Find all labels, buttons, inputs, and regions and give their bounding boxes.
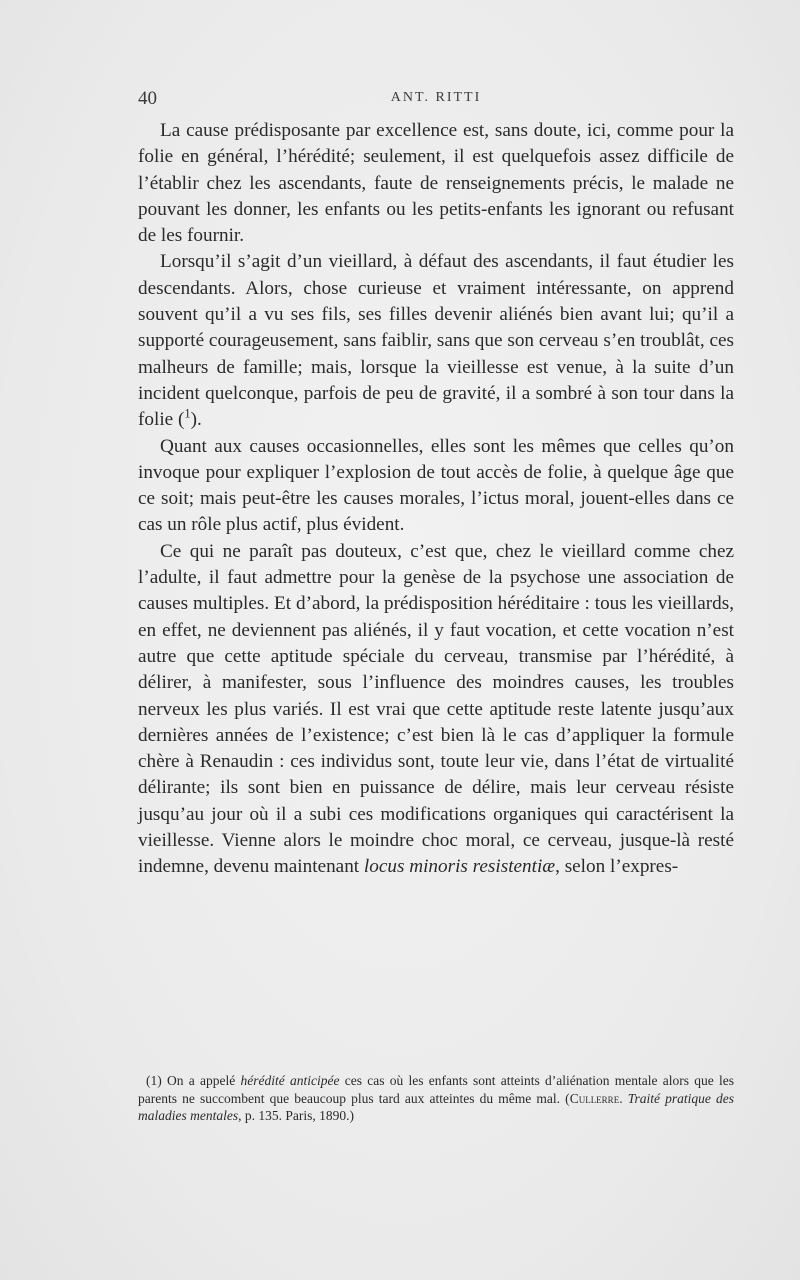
- paragraph-text: Lorsqu’il s’agit d’un vieillard, à défaut des ascendants, il faut étudier les descendants. Alors, chose curieuse et vraiment intéressante, on apprend souvent qu’il a vu ses fils, ses filles devenir aliénés bien avant lui; qu’il a supporté courageusement, sans faiblir, sans que son cerveau s’en troublât, ces malheurs de famille; mais, lorsque la vieillesse est venue, à la suite d’un incident quelconque, parfois de peu de gravité, il a sombré à son tour dans la folie (: [138, 251, 734, 431]
- footnote: [138, 1072, 734, 1125]
- footnote-marker: (1): [146, 1073, 162, 1088]
- footnote-reference[interactable]: 1: [184, 406, 191, 421]
- paragraph: [138, 434, 734, 539]
- paragraph-text-end: ).: [190, 409, 202, 431]
- paragraph-text-end: , selon l’expres-: [555, 856, 679, 878]
- footnote-text: , p. 135. Paris, 1890.): [238, 1108, 354, 1123]
- page-number: 40: [138, 88, 157, 109]
- footnote-book-title: Traité pratique des maladies mentales: [138, 1090, 734, 1123]
- paragraph: [138, 249, 734, 433]
- footnotes: [138, 1072, 734, 1125]
- footnote-author: Cullerre: [569, 1090, 620, 1106]
- footnote-text: ces cas où les enfants sont atteints d’aliénation mentale alors que les parents ne succombent que beaucoup plus tard aux atteintes du même mal. (: [138, 1073, 735, 1106]
- running-title: ANT. RITTI: [390, 90, 482, 105]
- paragraph-text: Ce qui ne paraît pas douteux, c’est que, chez le vieillard comme chez l’adulte, il faut admettre pour la genèse de la psychose une association de causes multiples. Et d’abord, la prédisposition héréditaire : tous les vieillards, en effet, ne deviennent pas aliénés, il y faut vocation, et cette vocation n’est autre que cette aptitude spéciale du cerveau, transmise par l’hérédité, à délirer, à manifester, sous l’influence des moindres causes, les troubles nerveux les plus variés. Il est vrai que cette aptitude reste latente jusqu’aux dernières années de l’existence; c’est bien là le cas d’appliquer la formule chère à Renaudin : ces individus sont, toute leur vie, dans l’état de virtualité délirante; ils sont bien en puissance de délire, mais leur cerveau résiste jusqu’au jour où il a subi ces modifications organiques qui caractérisent la vieillesse. Vienne alors le moindre choc moral, ce cerveau, jusque-là resté indemne, devenu maintenant: [138, 540, 734, 878]
- body-text: [138, 118, 734, 881]
- footnote-text: .: [619, 1090, 628, 1106]
- paragraph: [138, 539, 734, 881]
- footnote-text: On a appelé: [161, 1073, 241, 1088]
- paragraph: [138, 118, 734, 249]
- running-head: [138, 88, 734, 112]
- paragraph-text: Quant aux causes occasionnelles, elles sont les mêmes que celles qu’on invoque pour expliquer l’explosion de tout accès de folie, à quelque âge que ce soit; mais peut-être les causes morales, l’ictus moral, jouent-elles dans ce cas un rôle plus actif, plus évident.: [138, 435, 734, 536]
- footnote-term: hérédité anticipée: [240, 1073, 340, 1088]
- latin-phrase: locus minoris resistentiæ: [363, 856, 556, 878]
- paragraph-text: La cause prédisposante par excellence est, sans doute, ici, comme pour la folie en général, l’hérédité; seulement, il est quelquefois assez difficile de l’établir chez les ascendants, faute de renseignements précis, le malade ne pouvant les donner, les enfants ou les petits-enfants les ignorant ou refusant de les fournir.: [138, 120, 734, 247]
